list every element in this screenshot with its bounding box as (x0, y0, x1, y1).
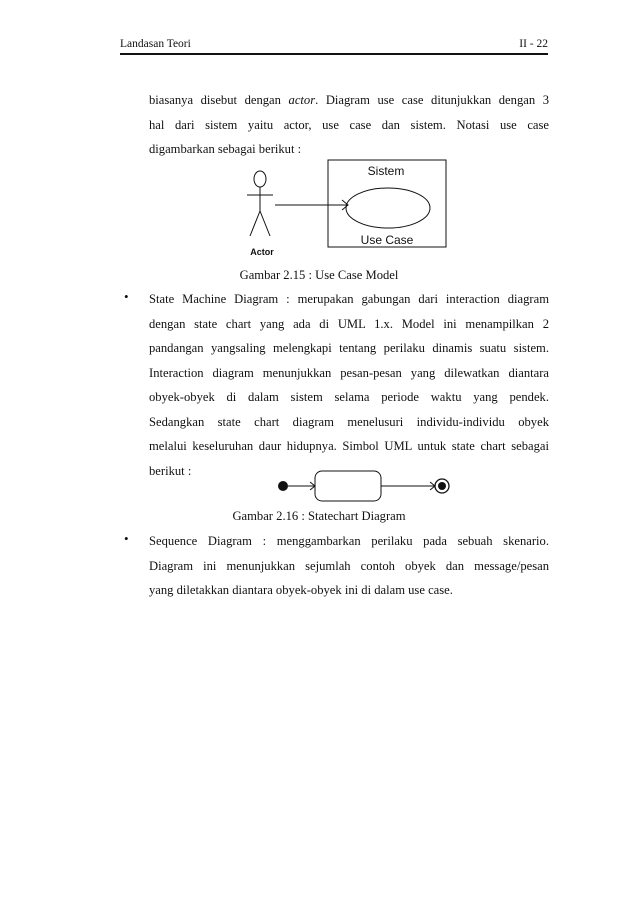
intro-actor-term: actor (288, 93, 316, 107)
header-page-number: II - 22 (519, 38, 548, 50)
intro-line-1-start: biasanya disebut dengan (149, 93, 289, 107)
final-state-dot (438, 482, 446, 490)
state-machine-bullet: • (124, 289, 129, 304)
state-machine-line: Sedangkan state chart diagram menelusuri individu-individu obyek (149, 414, 549, 429)
state-machine-line: State Machine Diagram : merupakan gabungan dari interaction diagram (149, 292, 549, 306)
state-machine-line: obyek-obyek di dalam sistem selama periode waktu yang pendek. (149, 390, 549, 404)
state-machine-line: dengan state chart yang ada di UML 1.x. Model ini menampilkan 2 (149, 316, 549, 331)
usecase-label: Use Case (360, 233, 414, 247)
sequence-paragraph (149, 529, 549, 603)
header-chapter-title: Landasan Teori (120, 38, 191, 50)
actor-stick-figure (247, 171, 273, 236)
usecase-diagram (230, 158, 460, 260)
usecase-ellipse (346, 188, 430, 228)
figure-2-16-caption: Gambar 2.16 : Statechart Diagram (232, 509, 406, 523)
intro-line-1-end: . Diagram use case ditunjukkan dengan 3 (315, 93, 549, 107)
state-machine-line: pandangan yangsaling melengkapi tentang perilaku dinamis suatu sistem. (149, 341, 549, 355)
initial-state-dot (278, 481, 288, 491)
sequence-line: Diagram ini menunjukkan sejumlah contoh obyek dan message/pesan (149, 558, 549, 573)
page-header (120, 38, 548, 52)
intro-line-3: digambarkan sebagai berikut : (149, 142, 302, 156)
figure-2-15-caption: Gambar 2.15 : Use Case Model (239, 268, 399, 282)
state-machine-line: Interaction diagram menunjukkan pesan-pesan yang dilewatkan diantara (149, 365, 549, 380)
system-label: Sistem (367, 164, 405, 178)
state-machine-paragraph (149, 287, 549, 483)
state-machine-line: melalui keseluruhan daur hidupnya. Simbol UML untuk state chart sebagai (149, 439, 549, 453)
sequence-line: yang diletakkan diantara obyek-obyek ini di dalam use case. (149, 583, 453, 597)
header-rule (120, 53, 548, 55)
state-box (315, 471, 381, 501)
sequence-line: Sequence Diagram : menggambarkan perilaku pada sebuah skenario. (149, 534, 549, 548)
sequence-bullet: • (124, 531, 129, 546)
intro-line-2: hal dari sistem yaitu actor, use case dan sistem. Notasi use case (149, 117, 549, 132)
statechart-diagram (272, 466, 458, 506)
intro-line-1 (149, 88, 549, 113)
state-machine-line: berikut : (149, 463, 192, 478)
intro-paragraph (149, 88, 549, 162)
actor-label: Actor (250, 247, 274, 257)
